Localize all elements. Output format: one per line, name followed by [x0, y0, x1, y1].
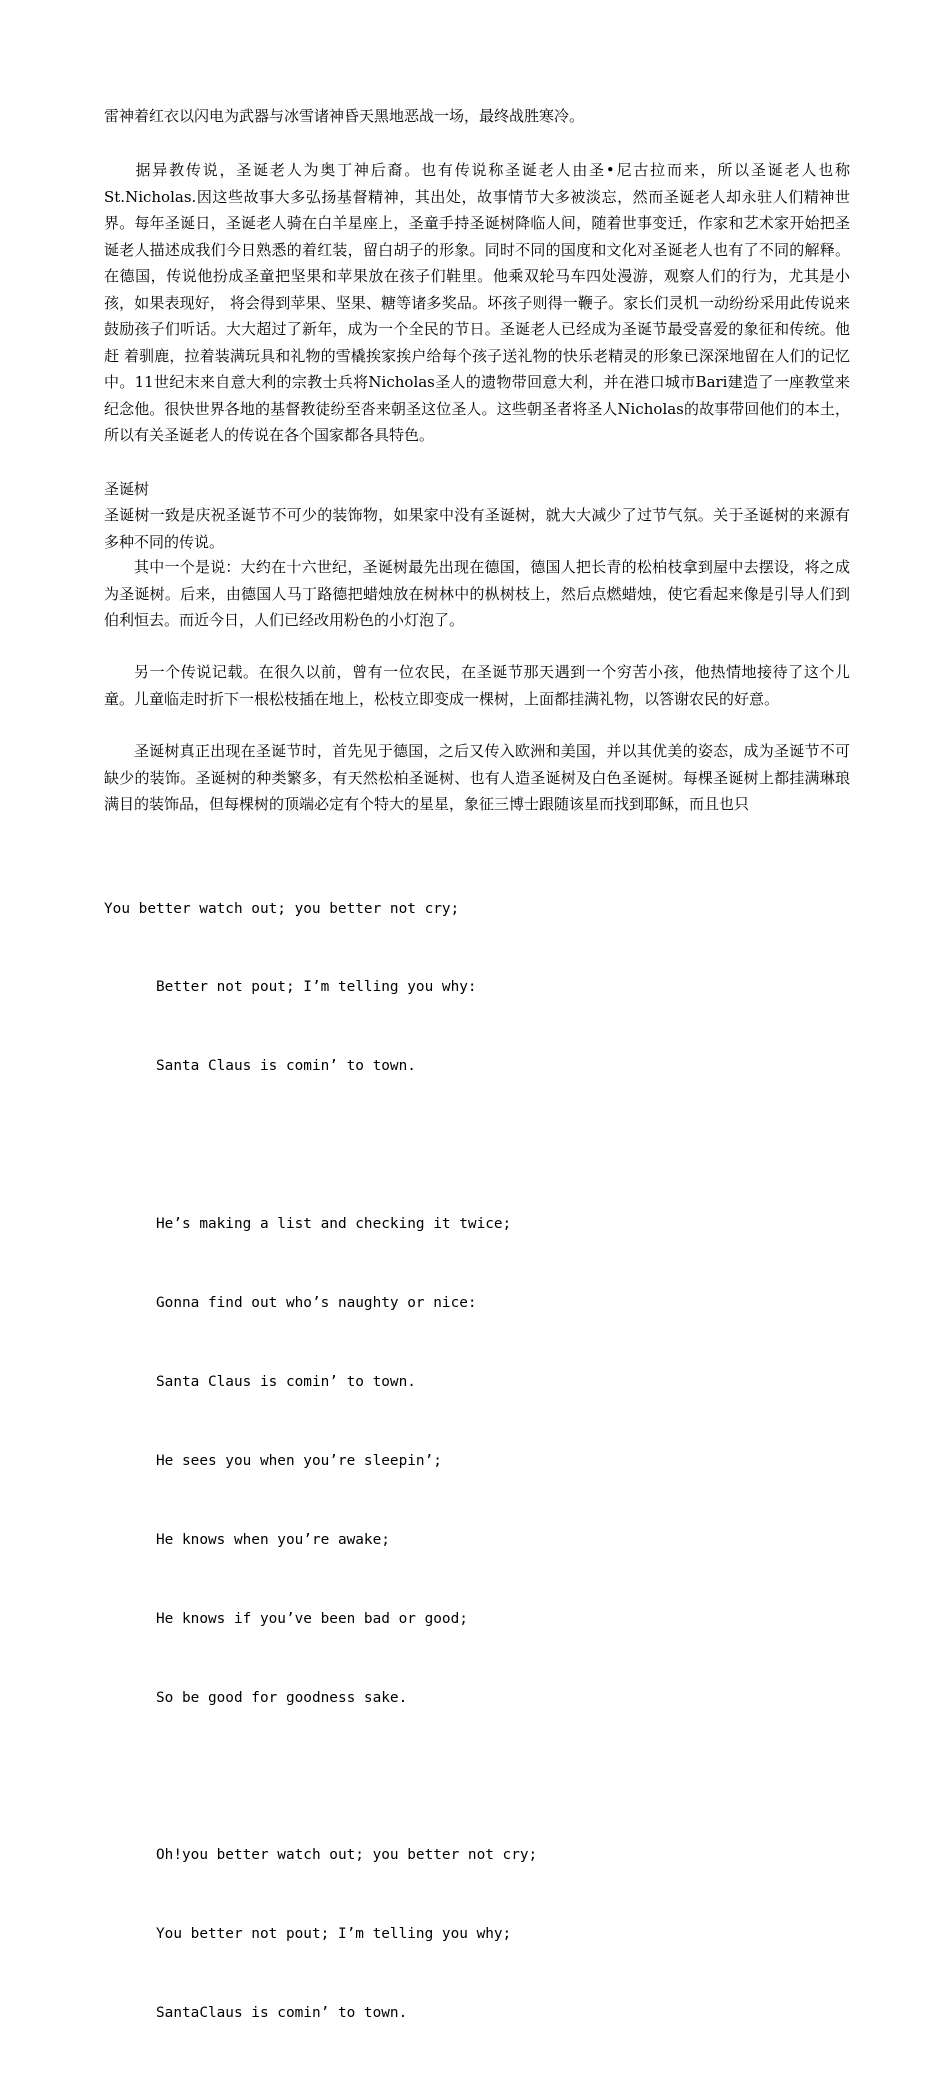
paragraph-tree-germany: 其中一个是说：大约在十六世纪，圣诞树最先出现在德国，德国人把长青的松柏枝拿到屋中去摆设，将之成为圣诞树。后来，由德国人马丁路德把蜡烛放在树林中的枞树枝上，然后点燃蜡烛，使它看起来像是引导人们到伯利恒去。而近今日，人们已经改用粉色的小灯泡了。 — [104, 558, 850, 629]
song-lyrics — [104, 843, 850, 2079]
lyric-line: SantaClaus is comin’ to town. — [156, 2005, 408, 2022]
lyric-line: He knows when you’re awake; — [156, 1531, 390, 1548]
lyric-line: Oh!you better watch out; you better not cry; — [156, 1847, 538, 1864]
paragraph-tree-real: 圣诞树真正出现在圣诞节时，首先见于德国，之后又传入欧洲和美国，并以其优美的姿态，成为圣诞节不可缺少的装饰。圣诞树的种类繁多，有天然松柏圣诞树、也有人造圣诞树及白色圣诞树。每棵圣诞树上都挂满琳琅满目的装饰品，但每棵树的顶端必定有个特大的星星，象征三博士跟随该星而找到耶稣，而且也只 — [104, 742, 850, 813]
lyric-line: You better not pout; I’m telling you why; — [156, 1926, 512, 1943]
lyric-line: He sees you when you’re sleepin’; — [156, 1452, 442, 1469]
lyric-line: Santa Claus is comin’ to town. — [156, 1058, 416, 1075]
lyric-line: Gonna find out who’s naughty or nice: — [156, 1295, 477, 1312]
lyric-line: He’s making a list and checking it twice; — [156, 1216, 512, 1233]
lyric-line — [104, 1132, 850, 1158]
lyric-line: So be good for goodness sake. — [156, 1689, 408, 1706]
lyric-line: You better watch out; you better not cry; — [104, 900, 460, 917]
lyric-line — [104, 1763, 850, 1789]
paragraph-thor: 雷神着红衣以闪电为武器与冰雪诸神昏天黑地恶战一场，最终战胜寒冷。 — [104, 107, 585, 125]
paragraph-tree-farmer: 另一个传说记载。在很久以前，曾有一位农民，在圣诞节那天遇到一个穷苦小孩，他热情地接待了这个儿童。儿童临走时折下一根松枝插在地上，松枝立即变成一棵树，上面都挂满礼物，以答谢农民的好意。 — [104, 663, 850, 708]
lyric-line: He knows if you’ve been bad or good; — [156, 1610, 468, 1627]
paragraph-tree-intro: 圣诞树一致是庆祝圣诞节不可少的装饰物，如果家中没有圣诞树，就大大减少了过节气氛。关于圣诞树的来源有多种不同的传说。 — [104, 506, 850, 551]
lyric-line: Santa Claus is comin’ to town. — [156, 1373, 416, 1390]
lyric-line: Better not pout; I’m telling you why: — [156, 979, 477, 996]
section-heading-christmas-tree: 圣诞树 — [104, 480, 150, 498]
paragraph-santa-legend: 据异教传说，圣诞老人为奥丁神后裔。也有传说称圣诞老人由圣•尼古拉而来，所以圣诞老人也称St.Nicholas.因这些故事大多弘扬基督精神，其出处，故事情节大多被淡忘，然而圣诞老人却永驻人们精神世界。每年圣诞日，圣诞老人骑在白羊星座上，圣童手持圣诞树降临人间，随着世事变迁，作家和艺术家开始把圣诞老人描述成我们今日熟悉的着红装，留白胡子的形象。同时不同的国度和文化对圣诞老人也有了不同的解释。在德国，传说他扮成圣童把坚果和苹果放在孩子们鞋里。他乘双轮马车四处漫游，观察人们的行为，尤其是小孩，如果表现好， 将会得到苹果、坚果、糖等诸多奖品。坏孩子则得一鞭子。家长们灵机一动纷纷采用此传说来鼓励孩子们听话。大大超过了新年，成为一个全民的节日。圣诞老人已经成为圣诞节最受喜爱的象征和传统。他赶 着驯鹿，拉着装满玩具和礼物的雪橇挨家挨户给每个孩子送礼物的快乐老精灵的形象已深深地留在人们的记忆中。11世纪末来自意大利的宗教士兵将Nicholas圣人的遗物带回意大利，并在港口城市Bari建造了一座教堂来纪念他。很快世界各地的基督教徒纷至沓来朝圣这位圣人。这些朝圣者将圣人Nicholas的故事带回他们的本土，所以有关圣诞老人的传说在各个国家都各具特色。 — [104, 161, 850, 444]
